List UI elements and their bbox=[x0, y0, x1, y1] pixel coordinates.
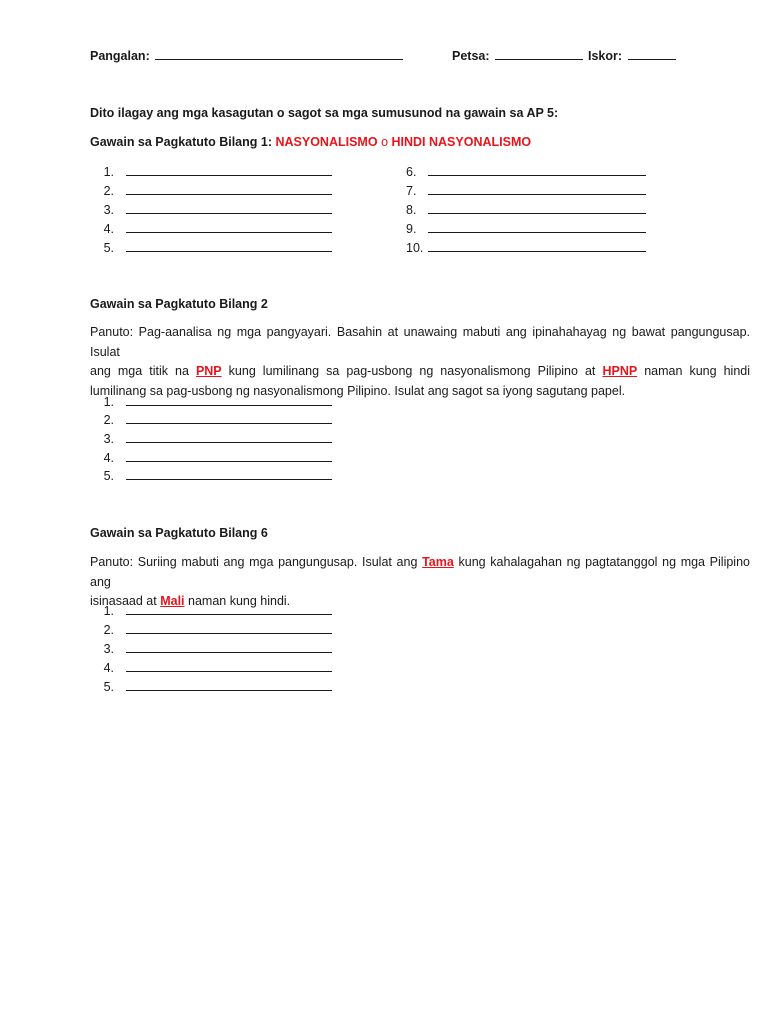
answer-blank[interactable] bbox=[126, 622, 332, 634]
answer-blank[interactable] bbox=[126, 164, 332, 176]
answer-blank[interactable] bbox=[126, 641, 332, 653]
answer-blank[interactable] bbox=[126, 183, 332, 195]
answer-blank[interactable] bbox=[428, 164, 646, 176]
date-blank[interactable] bbox=[495, 48, 583, 60]
section3-title: Gawain sa Pagkatuto Bilang 6 bbox=[90, 526, 268, 540]
list-item: 9. bbox=[406, 220, 646, 238]
answer-blank[interactable] bbox=[428, 183, 646, 195]
section2-line1: Panuto: Pag-aanalisa ng mga pangyayari. Basahin at unawaing mabuti ang ipinahahayag ng bawat pangungusap. Isulat bbox=[90, 325, 750, 359]
section2-line2: ang mga titik na PNP kung lumilinang sa pag-usbong ng nasyonalismong Pilipino at HPNP naman kung hindi bbox=[90, 364, 750, 378]
answer-blank[interactable] bbox=[126, 412, 332, 424]
list-item: 3. bbox=[90, 640, 332, 658]
score-label: Iskor: bbox=[588, 49, 623, 63]
pnp-keyword: PNP bbox=[195, 364, 222, 378]
answer-blank[interactable] bbox=[126, 221, 332, 233]
intro-text: Dito ilagay ang mga kasagutan o sagot sa mga sumusunod na gawain sa AP 5: bbox=[90, 106, 559, 120]
tama-keyword: Tama bbox=[422, 555, 454, 569]
list-item: 2. bbox=[90, 182, 332, 200]
section1-title: Gawain sa Pagkatuto Bilang 1: bbox=[90, 135, 272, 149]
list-item: 4. bbox=[90, 220, 332, 238]
name-blank[interactable] bbox=[155, 48, 403, 60]
list-item: 5. bbox=[90, 467, 332, 485]
answer-blank[interactable] bbox=[126, 431, 332, 443]
section3-line2: isinasaad at Mali naman kung hindi. bbox=[90, 594, 291, 608]
answer-blank[interactable] bbox=[126, 468, 332, 480]
answer-blank[interactable] bbox=[126, 679, 332, 691]
list-item: 2. bbox=[90, 411, 332, 429]
answer-blank[interactable] bbox=[126, 202, 332, 214]
list-item: 5. bbox=[90, 239, 332, 257]
date-field-row bbox=[452, 48, 583, 63]
list-item: 3. bbox=[90, 430, 332, 448]
answer-blank[interactable] bbox=[126, 603, 332, 615]
list-item: 1. bbox=[90, 602, 332, 620]
list-item: 7. bbox=[406, 182, 646, 200]
section1-heading bbox=[90, 135, 531, 149]
name-label: Pangalan: bbox=[90, 49, 150, 63]
mali-keyword: Mali bbox=[160, 594, 185, 608]
list-item: 2. bbox=[90, 621, 332, 639]
section1-option-b: HINDI NASYONALISMO bbox=[391, 135, 532, 149]
list-item: 3. bbox=[90, 201, 332, 219]
section2-title: Gawain sa Pagkatuto Bilang 2 bbox=[90, 297, 268, 311]
answer-blank[interactable] bbox=[126, 660, 332, 672]
list-item: 4. bbox=[90, 449, 332, 467]
section1-option-a: NASYONALISMO bbox=[275, 135, 378, 149]
answer-blank[interactable] bbox=[126, 394, 332, 406]
answer-blank[interactable] bbox=[126, 240, 332, 252]
list-item: 10. bbox=[406, 239, 646, 257]
list-item: 4. bbox=[90, 659, 332, 677]
name-field-row bbox=[90, 48, 403, 63]
list-item: 1. bbox=[90, 393, 332, 411]
answer-blank[interactable] bbox=[428, 202, 646, 214]
list-item: 1. bbox=[90, 163, 332, 181]
section2-line3: lumilinang sa pag-usbong ng nasyonalismong Pilipino. Isulat ang sagot sa iyong sagutang papel. bbox=[90, 383, 626, 398]
score-field-row bbox=[588, 48, 676, 63]
list-item: 5. bbox=[90, 678, 332, 696]
score-blank[interactable] bbox=[628, 48, 676, 60]
date-label: Petsa: bbox=[452, 49, 490, 63]
list-item: 6. bbox=[406, 163, 646, 181]
answer-blank[interactable] bbox=[428, 221, 646, 233]
answer-blank[interactable] bbox=[126, 450, 332, 462]
answer-blank[interactable] bbox=[428, 240, 646, 252]
section1-option-sep: o bbox=[381, 135, 389, 149]
hpnp-keyword: HPNP bbox=[602, 364, 638, 378]
section2-instructions bbox=[90, 323, 750, 401]
section3-line1: Panuto: Suriing mabuti ang mga pangungusap. Isulat ang Tama kung kahalagahan ng pagtatanggol ng mga Pilipino ang bbox=[90, 555, 750, 589]
list-item: 8. bbox=[406, 201, 646, 219]
